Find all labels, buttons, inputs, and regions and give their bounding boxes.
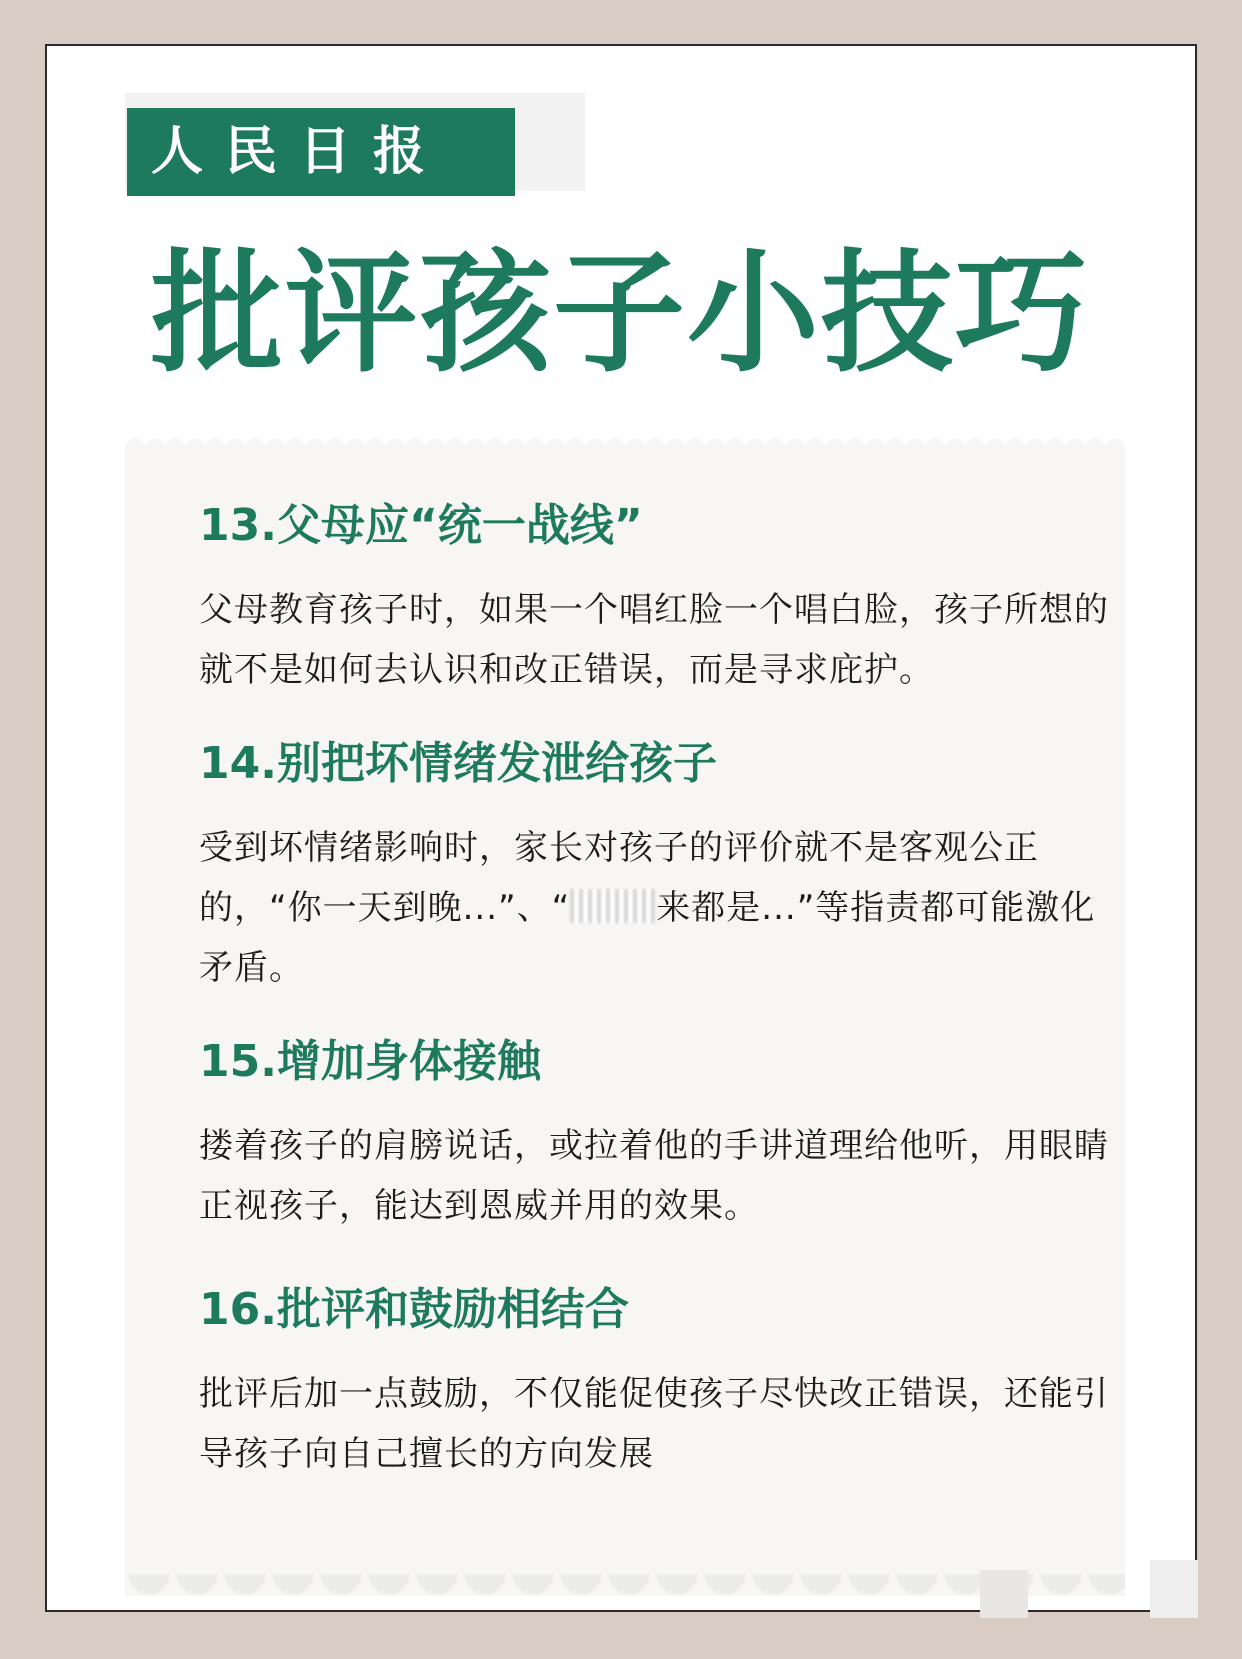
tip-title: 14.别把坏情绪发泄给孩子 <box>199 738 717 789</box>
tip-title: 13.父母应“统一战线” <box>199 500 643 551</box>
corner-decoration <box>980 1570 1028 1618</box>
tip-body: 搂着孩子的肩膀说话，或拉着他的手讲道理给他听，用眼睛正视孩子，能达到恩威并用的效果。 <box>199 1126 1109 1226</box>
tip-title: 16.批评和鼓励相结合 <box>199 1284 629 1335</box>
page-title: 批评孩子小技巧 <box>151 237 1089 391</box>
brand-label: 人民日报 <box>127 108 515 196</box>
tip-body: 父母教育孩子时，如果一个唱红脸一个唱白脸，孩子所想的就不是如何去认识和改正错误，而是寻求庇护。 <box>199 590 1109 690</box>
tip-body-part: 受到坏情绪影响时，家长对孩子的评价就不是客观公正的，“你一天到晚...”、“ <box>199 828 1039 928</box>
content-paper <box>125 446 1125 1596</box>
tip-body: 批评后加一点鼓励，不仅能促使孩子尽快改正错误，还能引导孩子向自己擅长的方向发展 <box>199 1374 1109 1474</box>
blurred-text <box>570 889 656 923</box>
tip-body-part: 来都是...”等指责都可能激化矛盾。 <box>199 888 1096 988</box>
article-card <box>45 44 1197 1612</box>
tip-title: 15.增加身体接触 <box>199 1036 541 1087</box>
paper-scalloped-bottom-edge <box>125 1574 1125 1618</box>
corner-decoration <box>1150 1560 1198 1618</box>
tip-body <box>199 818 1119 998</box>
paper-torn-top-edge <box>125 432 1125 448</box>
